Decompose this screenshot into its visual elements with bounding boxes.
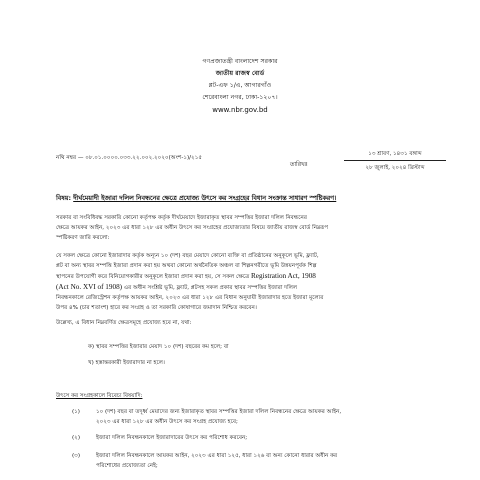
date-bengali: ১৩ শ্রাবণ, ১৪৩১ বঙ্গাব্দ <box>368 151 422 157</box>
date-gregorian: ২৮ জুলাই, ২০২৪ খ্রিস্টাব্দ <box>365 165 425 171</box>
date-block <box>340 150 450 173</box>
subject-text: দীর্ঘমেয়াদী ইজারা দলিল নিবন্ধনের ক্ষেত্রে প্রযোজ্য উৎসে কর সংগ্রহের বিধান সংক্রান্ত সাধারণ স্পষ্টিকরণ। <box>73 195 337 202</box>
act-number: (Act No. XVI of 1908) <box>56 283 123 291</box>
date-divider <box>344 160 446 161</box>
body-paragraph: যে সকল ক্ষেত্রে কোনো ইজারাদার কর্তৃক অন্যূন ১০ (দশ) বছর মেয়াদে কোনো ব্যক্তি বা প্রতিষ্ঠানের অনুকূলে ভূমি, ফ্ল্যাট, প্লট বা অন্য স্থাবর সম্পত্তি ইজারা প্রদান করা হয় অথবা কোনো অর্থনৈতিক অঞ্চল বা শিল্পনগরীতে ভূমি উন্নয়নপূর্বক শিল্প স্থাপনের উপযোগী করে বিনিয়োগকারীর অনুকূলে ইজারা প্রদান করা হয়, সে সকল ক্ষেত্রে Registration Act, 1908 (Act No. XVI of 1908) এর অধীন সংশ্লিষ্ট ভূমি, ফ্ল্যাট, প্লটসহ সকল প্রকার স্থাবর সম্পত্তির ইজারা দলিল নিবন্ধনকালে রেজিস্ট্রেশন কর্তৃপক্ষ আয়কর আইন, ২০২৩ এর ধারা ১২৮ এর বিধান অনুযায়ী ইজারাদার হতে ইজারা মূল্যের উপর ৪% (চার শতাংশ) হারে কর সংগ্রহ ও তা সরকারি কোষাগারে জমাদান নিশ্চিত করবেন। <box>56 253 324 311</box>
header-government: গণপ্রজাতন্ত্রী বাংলাদেশ সরকার <box>202 58 278 65</box>
act-reference: Registration Act, 1908 <box>251 272 316 280</box>
exclusion-intro: উল্লেখ্য, এ বিধান নিম্নবর্ণিত ক্ষেত্রসমূহে প্রযোজ্য হবে না, যথা: <box>56 320 192 326</box>
date-label: তারিখঃ <box>290 162 308 168</box>
header-website-link[interactable]: www.nbr.gov.bd <box>212 106 268 114</box>
intro-paragraph: সরকার বা সংবিধিবদ্ধ সরকারি কোনো কর্তৃপক্ষ কর্তৃক দীর্ঘমেয়াদে ইজারাকৃত স্থাবর সম্পত্তির ইজারা দলিল নিবন্ধনের ক্ষেত্রে আয়কর আইন, ২০২৩ এর ধারা ১২৮ এর অধীন উৎসে কর সংগ্রহের প্রযোজ্যতার বিষয়ে জাতীয় রাজস্ব বোর্ড নিম্নরূপ স্পষ্টিকরণ জারি করলো: <box>56 215 329 241</box>
subject-prefix: বিষয়: <box>56 195 72 202</box>
header-address-line1: প্লট-এফ ১/এ, আগারগাঁও <box>208 82 272 89</box>
subject-line <box>56 193 446 204</box>
exclusion-item-a: ক) স্থাবর সম্পত্তির ইজারার মেয়াদ ১০ (দশ) বছরের কম হলে; বা <box>88 344 229 350</box>
exclusion-list <box>88 342 229 368</box>
document-page: গণপ্রজাতন্ত্রী বাংলাদেশ সরকার জাতীয় রাজস্ব বোর্ড প্লট-এফ ১/এ, আগারগাঁও শেরেবাংলা নগর, ঢাকা-১২০৭। www.nbr.gov.bd নথি নম্বর — ০৮.০১.০০০০.০৩৩.২২.০০২.২০২০(অংশ-১)/২১৫ তারিখঃ ১৩ শ্রাবণ, ১৪৩১ বঙ্গাব্দ ২৮ জুলাই, ২০২৪ খ্রিস্টাব্দ বিষয়: দীর্ঘমেয়াদী ইজারা দলিল নিবন্ধনের ক্ষেত্রে প্রযোজ্য উৎসে কর সংগ্রহের বিধান সংক্রান্ত সাধারণ স্পষ্টিকরণ। সরকার বা সংবিধিবদ্ধ সরকারি কোনো কর্তৃপক্ষ কর্তৃক দীর্ঘমেয়াদে ইজারাকৃত স্থাবর সম্পত্তির ইজারা দলিল নিবন্ধনের ক্ষেত্রে আয়কর আইন, ২০২৩ এর ধারা ১২৮ এর অধীন উৎসে কর সংগ্রহের প্রযোজ্যতার বিষয়ে জাতীয় রাজস্ব বোর্ড নিম্নরূপ স্পষ্টিকরণ জারি করলো: যে সকল ক্ষেত্রে কোনো ইজারাদার কর্তৃক অন্যূন ১০ (দশ) বছর মেয়াদে কোনো ব্যক্তি বা প্রতিষ্ঠানের অনুকূলে ভূমি, ফ্ল্যাট, প্লট বা অন্য স্থাবর সম্পত্তি ইজারা প্রদান করা হয় অথবা কোনো অর্থনৈতিক অঞ্চল বা শিল্পনগরীতে ভূমি উন্নয়নপূর্বক শিল্প স্থাপনের উপযোগী করে বিনিয়োগকারীর অনুকূলে ইজারা প্রদান করা হয়, সে সকল ক্ষেত্রে Registration Act, 1908 (Act No. XVI of 1908) এর অধীন সংশ্লিষ্ট ভূমি, ফ্ল্যাট, প্লটসহ সকল প্রকার স্থাবর সম্পত্তির ইজারা দলিল নিবন্ধনকালে রেজিস্ট্রেশন কর্তৃপক্ষ আয়কর আইন, ২০২৩ এর ধারা ১২৮ এর বিধান অনুযায়ী ইজারাদার হতে ইজারা মূল্যের উপর ৪% (চার শতাংশ) হারে কর সংগ্রহ ও তা সরকারি কোষাগারে জমাদান নিশ্চিত করবেন। উল্লেখ্য, এ বিধান নিম্নবর্ণিত ক্ষেত্রসমূহে প্রযোজ্য হবে না, যথা: ক) স্থাবর সম্পত্তির ইজারার মেয়াদ ১০ (দশ) বছরের কম হলে; বা খ) হস্তান্তরকারী ইজারাদার না হলে। উৎসে কর সংগ্রহকালে বিবেচ্য বিষয়াদি: (১) ১০ (দশ) বছর বা তদূর্ধ্ব মেয়াদের জন্য ইজারাকৃত স্থাবর সম্পত্তির ইজারা দলিল নিবন্ধনের ক্ষেত্রে আয়কর আইন, ২০২৩ এর ধারা ১২৮ এর অধীন উৎসে কর সংগ্রহ প্রযোজ্য হবে; (২) ইজারা দলিল নিবন্ধনকালে ইজারাদারের উৎসে কর পরিশোধ করবেন; (৩) ইজারা দলিল নিবন্ধনকালে আয়কর আইন, ২০২৩ এর ধারা ১২৫, ধারা ১২৬ বা অন্য কোনো ধারার অধীন কর পরিশোধের প্রযোজ্যতা নেই; <box>0 0 480 480</box>
considerations-heading: উৎসে কর সংগ্রহকালে বিবেচ্য বিষয়াদি: <box>56 393 143 399</box>
memo-number: নথি নম্বর — ০৮.০১.০০০০.০৩৩.২২.০০২.২০২০(অংশ-১)/২১৫ <box>56 155 202 161</box>
header-office: জাতীয় রাজস্ব বোর্ড <box>215 70 265 77</box>
exclusion-item-b: খ) হস্তান্তরকারী ইজারাদার না হলে। <box>88 360 165 366</box>
header-address-line2: শেরেবাংলা নগর, ঢাকা-১২০৭। <box>202 94 278 101</box>
